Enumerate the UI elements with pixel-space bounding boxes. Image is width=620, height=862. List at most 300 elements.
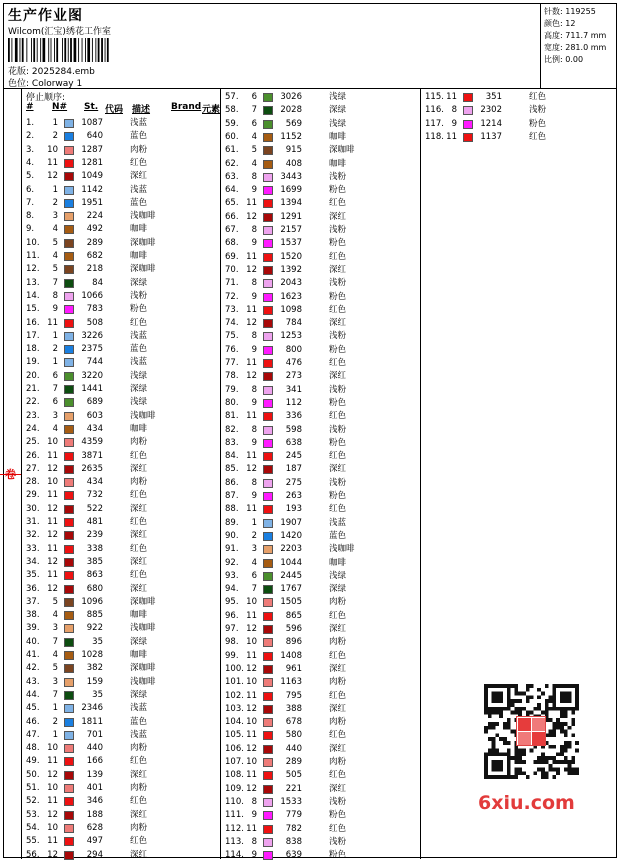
table-row [225, 583, 420, 596]
row-index: 6. [26, 184, 35, 195]
color-swatch [263, 692, 273, 701]
row-description: 肉粉 [130, 437, 148, 448]
row-stitches: 783 [86, 304, 103, 315]
row-index: 99. [225, 650, 239, 661]
row-stitches: 628 [86, 822, 103, 833]
row-needle: 11 [246, 610, 257, 621]
design-value: 2025284.emb [31, 67, 95, 77]
row-stitches: 3220 [81, 370, 103, 381]
color-swatch [64, 412, 74, 421]
header-needle: N# [52, 102, 68, 112]
row-description: 深红 [130, 463, 148, 474]
row-index: 32. [26, 530, 40, 541]
row-index: 45. [26, 703, 40, 714]
row-index: 82. [225, 424, 239, 435]
row-stitches: 865 [285, 610, 302, 621]
color-swatch [263, 346, 273, 355]
row-index: 117. [425, 118, 444, 129]
row-needle: 3 [251, 544, 257, 555]
color-swatch [263, 306, 273, 315]
color-swatch [263, 266, 273, 275]
row-stitches: 680 [86, 583, 103, 594]
table-row [26, 742, 221, 755]
color-swatch [263, 811, 273, 820]
row-needle: 1 [52, 357, 58, 368]
table-row [26, 822, 221, 835]
row-description: 浅粉 [329, 331, 347, 342]
row-index: 12. [26, 264, 40, 275]
row-stitches: 476 [285, 358, 302, 368]
row-description: 红色 [130, 490, 148, 501]
table-row [225, 357, 420, 370]
page-title: 生产作业图 [8, 8, 83, 24]
table-row [225, 397, 420, 410]
row-needle: 7 [251, 105, 257, 116]
row-index: 94. [225, 584, 239, 595]
color-swatch [263, 625, 273, 634]
row-description: 肉粉 [130, 144, 148, 155]
row-needle: 6 [52, 370, 58, 381]
row-description: 肉粉 [329, 637, 347, 648]
color-swatch [64, 811, 74, 820]
row-stitches: 885 [86, 610, 103, 621]
row-index: 60. [225, 131, 239, 142]
color-swatch [263, 559, 273, 568]
row-index: 77. [225, 358, 239, 368]
row-needle: 11 [246, 358, 257, 368]
color-swatch [263, 426, 273, 435]
row-index: 35. [26, 570, 40, 581]
row-stitches: 275 [285, 477, 302, 488]
row-needle: 8 [251, 384, 257, 395]
table-row [26, 184, 221, 197]
row-stitches: 603 [86, 410, 103, 421]
table-row [225, 237, 420, 250]
color-swatch [263, 199, 273, 208]
stop-sequence-column-2 [221, 89, 421, 859]
row-stitches: 1281 [81, 157, 103, 168]
row-index: 53. [26, 809, 40, 820]
row-index: 30. [26, 503, 40, 514]
row-description: 红色 [329, 251, 347, 262]
table-row [26, 290, 221, 303]
row-index: 29. [26, 490, 40, 501]
row-needle: 2 [52, 344, 58, 355]
color-swatch [64, 638, 74, 647]
row-index: 39. [26, 623, 40, 634]
row-stitches: 3026 [280, 92, 302, 102]
row-description: 浅粉 [529, 105, 547, 116]
row-index: 64. [225, 185, 239, 196]
table-row [26, 450, 221, 463]
row-needle: 3 [52, 676, 58, 687]
table-row [26, 622, 221, 635]
row-stitches: 1049 [81, 171, 103, 182]
row-description: 蓝色 [130, 716, 148, 727]
color-swatch [263, 133, 273, 142]
table-row [225, 557, 420, 570]
color-swatch [263, 532, 273, 541]
row-needle: 9 [451, 118, 457, 129]
row-stitches: 187 [285, 464, 302, 475]
row-index: 9. [26, 224, 35, 235]
row-stitches: 166 [86, 756, 103, 767]
row-description: 咖啡 [130, 224, 148, 235]
color-swatch [263, 731, 273, 740]
column-headers [26, 102, 221, 113]
row-needle: 7 [52, 689, 58, 700]
row-stitches: 159 [86, 676, 103, 687]
row-index: 108. [225, 770, 244, 781]
row-stitches: 294 [86, 849, 103, 860]
row-index: 104. [225, 717, 244, 728]
color-swatch [263, 332, 273, 341]
page-marker-icon: 卷 [5, 468, 16, 481]
table-row [26, 277, 221, 290]
row-stitches: 338 [86, 543, 103, 554]
color-swatch [64, 837, 74, 846]
info-height: 高度: 711.7 mm [544, 31, 607, 40]
color-swatch [64, 757, 74, 766]
row-description: 红色 [329, 823, 347, 834]
row-needle: 12 [246, 371, 257, 382]
table-row [225, 277, 420, 290]
table-row [225, 596, 420, 609]
row-index: 43. [26, 676, 40, 687]
color-swatch [263, 705, 273, 714]
table-row [225, 370, 420, 383]
row-index: 48. [26, 743, 40, 754]
row-index: 86. [225, 477, 239, 488]
color-swatch [263, 106, 273, 115]
color-swatch [64, 518, 74, 527]
row-needle: 10 [246, 757, 257, 767]
table-row [26, 197, 221, 210]
table-row [26, 809, 221, 822]
row-stitches: 639 [285, 850, 302, 861]
row-description: 深红 [329, 211, 347, 222]
row-needle: 3 [52, 211, 58, 222]
row-description: 红色 [329, 690, 347, 701]
color-swatch [263, 213, 273, 222]
row-index: 102. [225, 690, 244, 701]
row-needle: 6 [251, 118, 257, 129]
row-index: 13. [26, 277, 40, 288]
table-row [225, 796, 420, 809]
table-row [225, 663, 420, 676]
row-description: 咖啡 [130, 650, 148, 660]
color-swatch [263, 93, 273, 102]
info-box [540, 4, 616, 89]
table-row [225, 636, 420, 649]
color-swatch [263, 439, 273, 448]
row-needle: 11 [246, 304, 257, 315]
row-needle: 5 [52, 264, 58, 275]
row-stitches: 35 [92, 689, 103, 700]
row-stitches: 388 [285, 703, 302, 714]
color-swatch [263, 226, 273, 235]
row-stitches: 1096 [81, 596, 103, 607]
row-description: 粉色 [329, 850, 347, 861]
row-needle: 12 [246, 783, 257, 794]
row-stitches: 3443 [280, 171, 302, 182]
row-needle: 11 [246, 690, 257, 701]
row-needle: 5 [52, 237, 58, 248]
row-stitches: 492 [86, 224, 103, 235]
table-row [225, 463, 420, 476]
row-description: 咖啡 [329, 557, 347, 568]
color-swatch [64, 398, 74, 407]
row-description: 粉色 [329, 344, 347, 355]
table-row [225, 756, 420, 769]
row-stitches: 382 [86, 663, 103, 674]
table-row [26, 636, 221, 649]
row-needle: 7 [52, 636, 58, 647]
row-stitches: 1394 [280, 198, 302, 209]
row-needle: 9 [251, 344, 257, 355]
row-description: 浅咖啡 [130, 211, 156, 222]
row-stitches: 245 [285, 451, 302, 462]
row-description: 深红 [130, 849, 148, 860]
row-description: 深咖啡 [130, 237, 156, 248]
row-stitches: 863 [86, 570, 103, 581]
row-index: 41. [26, 650, 40, 660]
row-index: 65. [225, 198, 239, 209]
color-swatch [64, 465, 74, 474]
color-swatch [64, 598, 74, 607]
row-stitches: 1214 [480, 118, 502, 129]
row-index: 59. [225, 118, 239, 129]
row-index: 66. [225, 211, 239, 222]
row-description: 浅蓝 [329, 517, 347, 528]
row-needle: 10 [246, 597, 257, 608]
row-index: 78. [225, 371, 239, 382]
table-row [26, 676, 221, 689]
row-stitches: 385 [86, 556, 103, 567]
row-description: 深红 [329, 264, 347, 275]
table-row [26, 755, 221, 768]
color-swatch [64, 704, 74, 713]
row-index: 50. [26, 769, 40, 780]
row-index: 24. [26, 423, 40, 434]
row-stitches: 273 [285, 371, 302, 382]
row-description: 浅绿 [130, 397, 148, 408]
row-stitches: 2028 [280, 105, 302, 116]
table-row [225, 650, 420, 663]
color-swatch [263, 465, 273, 474]
color-swatch [263, 319, 273, 328]
color-swatch [263, 665, 273, 674]
row-needle: 12 [246, 211, 257, 222]
table-row [225, 304, 420, 317]
table-row [26, 835, 221, 848]
color-swatch [64, 159, 74, 168]
table-row [225, 211, 420, 224]
color-swatch [64, 372, 74, 381]
row-description: 粉色 [329, 491, 347, 501]
row-index: 57. [225, 92, 239, 102]
color-swatch [64, 531, 74, 540]
row-needle: 11 [47, 450, 58, 461]
row-needle: 11 [246, 411, 257, 422]
row-needle: 8 [251, 171, 257, 182]
stop-sequence-label: 停止顺序: [26, 93, 66, 103]
table-row [26, 556, 221, 569]
row-stitches: 1767 [280, 584, 302, 595]
row-description: 肉粉 [329, 757, 347, 767]
row-needle: 8 [251, 836, 257, 847]
color-swatch [64, 239, 74, 248]
row-needle: 10 [246, 637, 257, 648]
row-stitches: 218 [86, 264, 103, 275]
row-needle: 4 [251, 557, 257, 568]
table-row [225, 570, 420, 583]
color-swatch [263, 253, 273, 262]
row-index: 74. [225, 318, 239, 329]
row-needle: 4 [52, 423, 58, 434]
row-needle: 8 [52, 290, 58, 301]
row-description: 红色 [329, 198, 347, 209]
row-needle: 12 [246, 703, 257, 714]
row-description: 浅粉 [329, 836, 347, 847]
color-swatch [64, 731, 74, 740]
row-index: 118. [425, 131, 444, 142]
row-needle: 12 [246, 663, 257, 674]
row-needle: 9 [251, 185, 257, 196]
table-row [26, 263, 221, 276]
row-needle: 12 [246, 318, 257, 329]
row-needle: 5 [52, 663, 58, 674]
table-row [225, 384, 420, 397]
row-description: 红色 [130, 317, 148, 328]
color-swatch [64, 319, 74, 328]
table-row [225, 543, 420, 556]
row-stitches: 2635 [81, 463, 103, 474]
table-row [26, 117, 221, 130]
row-stitches: 239 [86, 530, 103, 541]
row-description: 蓝色 [130, 131, 148, 142]
table-row [425, 131, 620, 144]
stop-sequence-column-1 [21, 89, 221, 859]
row-needle: 9 [251, 437, 257, 448]
row-description: 肉粉 [329, 597, 347, 608]
row-description: 深红 [329, 371, 347, 382]
row-description: 浅粉 [329, 424, 347, 435]
row-stitches: 701 [86, 729, 103, 740]
row-stitches: 961 [285, 663, 302, 674]
color-swatch [64, 664, 74, 673]
row-stitches: 1420 [280, 530, 302, 541]
table-row [225, 424, 420, 437]
row-needle: 11 [47, 796, 58, 807]
row-index: 116. [425, 105, 444, 116]
row-needle: 11 [246, 504, 257, 515]
color-swatch [263, 399, 273, 408]
color-swatch [64, 279, 74, 288]
color-swatch [263, 146, 273, 155]
row-stitches: 896 [285, 637, 302, 648]
table-row [26, 716, 221, 729]
row-index: 22. [26, 397, 40, 408]
row-needle: 2 [251, 530, 257, 541]
table-row [225, 158, 420, 171]
table-row [225, 184, 420, 197]
table-row [26, 583, 221, 596]
row-index: 14. [26, 290, 40, 301]
row-stitches: 1907 [280, 517, 302, 528]
color-swatch [64, 452, 74, 461]
row-index: 18. [26, 344, 40, 355]
table-row [225, 410, 420, 423]
row-description: 浅蓝 [130, 184, 148, 195]
row-needle: 11 [446, 131, 457, 142]
table-row [26, 250, 221, 263]
row-stitches: 1044 [280, 557, 302, 568]
row-index: 21. [26, 384, 40, 394]
color-swatch [64, 345, 74, 354]
row-stitches: 1253 [280, 331, 302, 342]
row-description: 咖啡 [329, 131, 347, 142]
row-stitches: 408 [285, 158, 302, 169]
color-swatch [263, 652, 273, 661]
row-needle: 10 [246, 677, 257, 688]
row-needle: 12 [47, 530, 58, 541]
row-needle: 1 [251, 517, 257, 528]
row-description: 深红 [130, 530, 148, 541]
row-stitches: 1137 [480, 131, 502, 142]
color-swatch [64, 186, 74, 195]
row-stitches: 569 [285, 118, 302, 129]
color-swatch [263, 186, 273, 195]
row-stitches: 336 [285, 411, 302, 422]
row-stitches: 497 [86, 836, 103, 847]
row-index: 92. [225, 557, 239, 568]
row-description: 浅蓝 [130, 330, 148, 341]
row-description: 深绿 [329, 105, 347, 116]
table-row [26, 529, 221, 542]
row-index: 110. [225, 796, 244, 807]
row-stitches: 1163 [280, 677, 302, 688]
color-swatch [64, 225, 74, 234]
row-needle: 8 [451, 105, 457, 116]
row-needle: 12 [246, 264, 257, 275]
row-stitches: 289 [285, 757, 302, 767]
row-stitches: 1520 [280, 251, 302, 262]
row-description: 红色 [329, 730, 347, 741]
table-row [225, 517, 420, 530]
row-stitches: 224 [86, 211, 103, 222]
row-needle: 11 [246, 251, 257, 262]
row-needle: 12 [47, 171, 58, 182]
color-swatch [263, 785, 273, 794]
row-stitches: 505 [285, 770, 302, 781]
row-needle: 9 [251, 238, 257, 249]
table-row [225, 104, 420, 117]
color-swatch [64, 491, 74, 500]
row-stitches: 522 [86, 503, 103, 514]
color-swatch [263, 359, 273, 368]
row-index: 63. [225, 171, 239, 182]
row-needle: 11 [446, 92, 457, 102]
color-swatch [263, 798, 273, 807]
table-row [225, 490, 420, 503]
row-needle: 5 [251, 145, 257, 156]
row-index: 85. [225, 464, 239, 475]
row-stitches: 784 [285, 318, 302, 329]
row-description: 红色 [130, 836, 148, 847]
table-row [225, 344, 420, 357]
table-row [225, 690, 420, 703]
